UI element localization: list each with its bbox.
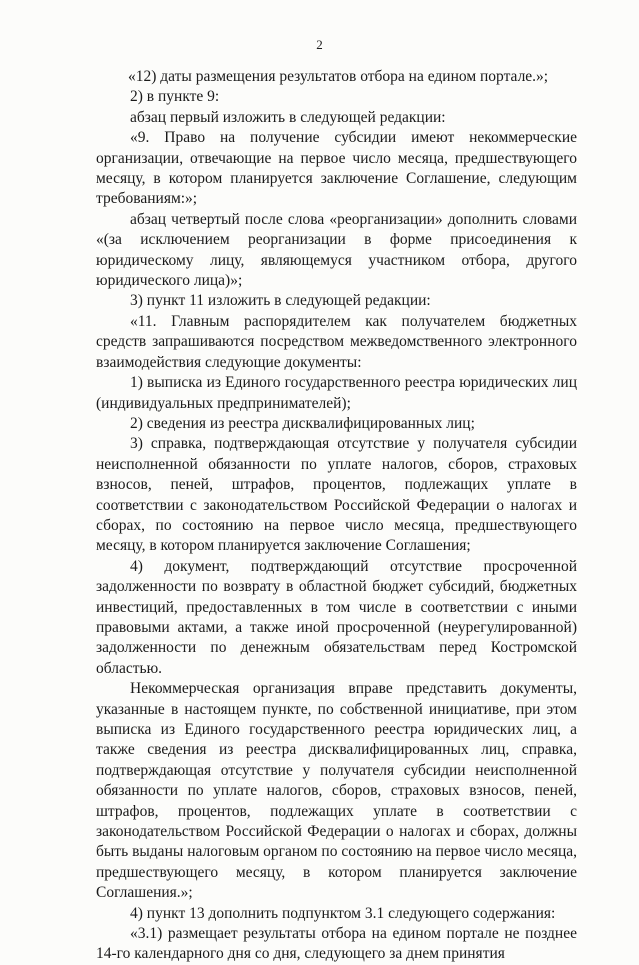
paragraph-list-item-4: 4) документ, подтверждающий отсутствие просроченной задолженности по возврату в областной бюджет субсидий, бюджетных инвестиций, предоставленных в том числе в соответствии с иными правовыми актами, а также иной просроченной (неурегулированной) задолженности по денежным обязательствам перед Костромской областью. [96,557,577,677]
paragraph-list-item-2: 2) сведения из реестра дисквалифицированных лиц; [130,414,475,432]
paragraph-item-12-amendment: «12) даты размещения результатов отбора на едином портале.»; [128,68,549,85]
paragraph-list-item-1: 1) выписка из Единого государственного реестра юридических лиц (индивидуальных предпринимателей); [96,374,577,412]
paragraph-point-11-heading: 3) пункт 11 изложить в следующей редакции: [130,292,431,310]
paragraph-list-item-3: 3) справка, подтверждающая отсутствие у получателя субсидии неисполненной обязанности по уплате налогов, сборов, страховых взносов, пеней, штрафов, процентов, подлежащих уплате в соответствии с законодательством Российской Федерации о налогах и сборах, по состоянию на первое число месяца, предшествующего месяцу, в котором планируется заключение Соглашения; [96,435,577,555]
paragraph-voluntary-submission: Некоммерческая организация вправе представить документы, указанные в настоящем пункте, по собственной инициативе, при этом выписка из Единого государственного реестра юридических лиц, а также сведения из реестра дисквалифицированных лиц, справка, подтверждающая отсутствие у получателя субсидии неисполненной обязанности по уплате налогов, сборов, страховых взносов, пеней, штрафов, процентов, подлежащих уплате в соответствии с законодательством Российской Федерации о налогах и сборах, должны быть выданы налоговым органом по состоянию на первое число месяца, предшествующего месяцу, в котором планируется заключение Соглашения.»; [96,680,577,902]
document-body [96,67,577,965]
paragraph-point-11-text: «11. Главным распорядителем как получателем бюджетных средств запрашиваются посредством межведомственного электронного взаимодействия следующие документы: [96,312,577,371]
paragraph-point-13-heading: 4) пункт 13 дополнить подпунктом 3.1 следующего содержания: [130,904,556,922]
paragraph-fourth-abzac-amendment: абзац четвертый после слова «реорганизации» дополнить словами «(за исключением реорганизации в форме присоединения к юридическому лицу, являющемуся участником отбора, другого юридического лица)»; [96,210,577,290]
paragraph-point-9-text: «9. Право на получение субсидии имеют некоммерческие организации, отвечающие на первое число месяца, предшествующего месяцу, в котором планируется заключение Соглашение, следующим требованиям:»; [96,129,577,208]
paragraph-point-9-heading: 2) в пункте 9: [130,88,220,106]
paragraph-first-abzac-instruction: абзац первый изложить в следующей редакции: [130,108,446,126]
page-number: 2 [316,37,323,52]
paragraph-subpoint-3-1-text: «3.1) размещает результаты отбора на едином портале не позднее 14-го календарного дня со дня, следующего за днем принятия [96,925,577,963]
